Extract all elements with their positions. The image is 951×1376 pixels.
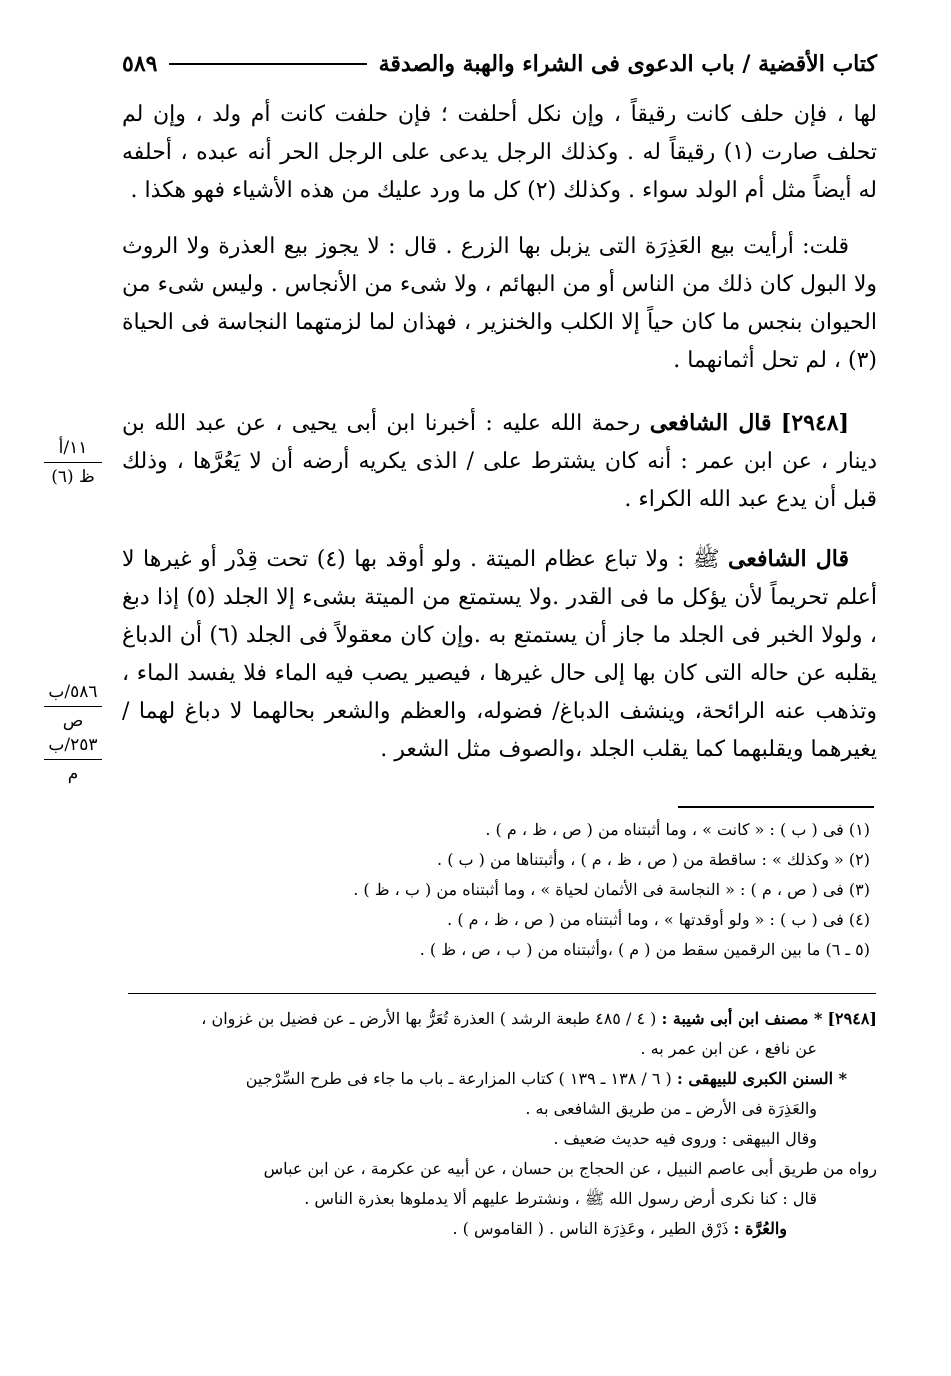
margin-note-1-bottom: ظ (٦): [51, 467, 95, 487]
margin-note-2-rule-2: [44, 759, 102, 760]
hadith-number: [٢٩٤٨]: [780, 410, 849, 436]
footnote-1: (١) فى ( ب ) : « كانت » ، وما أثبتناه من ( ص ، ظ ، م ) .: [485, 820, 870, 839]
takhrij-line-5: وقال البيهقى : وروى فيه حديث ضعيف .: [553, 1129, 817, 1148]
takhrij-line-2: عن نافع ، عن ابن عمر به .: [640, 1039, 817, 1058]
margin-note-2-mid: ص: [62, 711, 84, 731]
takhrij-line-8-lead: والعُرَّة :: [733, 1219, 787, 1238]
takhrij-line-8: [122, 1214, 877, 1244]
takhrij-line-1-text: ( ٤ / ٤٨٥ طبعة الرشد ) العذرة تُعَرُّ بها الأرض ـ عن فضيل بن غزوان ،: [201, 1009, 657, 1028]
takhrij-notes: [122, 1004, 877, 1244]
paragraph-3-text: رحمة الله عليه : أخبرنا ابن أبى يحيى ، عن عبد الله بن دينار ، عن ابن عمر : أنه كان يشترط على / الذى يكريه أرضه أن لا يَعُرَّها ، وذلك قبل أن يدع عبد الله الكراء .: [122, 411, 877, 512]
footnote-5: (٥ ـ ٦) ما بين الرقمين سقط من ( م ) ،وأثبتناه من ( ب ، ص ، ظ ) .: [419, 940, 870, 959]
takhrij-separator: [128, 993, 876, 994]
margin-note-2: [38, 680, 108, 786]
takhrij-line-1: [122, 1004, 877, 1034]
takhrij-line-7: قال : كنا نكرى أرض رسول الله ﷺ ، ونشترط عليهم ألا يدملوها بعذرة الناس .: [304, 1189, 817, 1208]
margin-note-2-mid2: ٢٥٣/ب: [48, 735, 98, 755]
margin-note-1-rule: [44, 462, 102, 463]
footnote-rule: [678, 806, 874, 808]
footnote-3: (٣) فى ( ص ، م ) : « النجاسة فى الأثمان لحياة » ، وما أثبتناه من ( ب ، ظ ) .: [353, 880, 870, 899]
takhrij-line-8-text: ذَرْق الطير ، وعَذِرَة الناس . ( القاموس ) .: [452, 1219, 729, 1238]
margin-note-1: [38, 436, 108, 489]
footnotes: [150, 815, 870, 965]
paragraph-4: [122, 540, 877, 769]
takhrij-number: [٢٩٤٨]: [827, 1009, 877, 1028]
paragraph-3: [122, 404, 877, 519]
paragraph-3-lead: قال الشافعى: [649, 410, 772, 436]
margin-note-1-top: ١١/أ: [58, 438, 88, 458]
page-header: [122, 44, 877, 84]
paragraph-1-text: لها ، فإن حلف كانت رقيقاً ، وإن نكل أحلفت ؛ فإن حلفت كانت أم ولد ، وإن لم تحلف صارت (١) رقيقاً له . وكذلك الرجل يدعى على الرجل الحر أنه عبده ، أحلفه له أيضاً مثل أم الولد سواء . وكذلك (٢) كل ما ورد عليك من هذه الأشياء فهو هكذا .: [122, 102, 878, 203]
paragraph-4-lead: قال الشافعى: [728, 546, 849, 572]
paragraph-4-text: ﷺ : ولا تباع عظام الميتة . ولو أوقد بها (٤) تحت قِدْر أو غيرها لا أعلم تحريماً لأن يؤكل ما فى القدر .ولا يستمتع من الميتة بشىء إلا الجلد (٥) إذا دبغ ، ولولا الخبر فى الجلد ما جاز أن يستمتع به .وإن كان معقولاً فى الجلد (٦) أن الدباغ يقلبه عن حاله التى كان بها إلى حال غيرها ، فيصير يصب فيه الماء فلا يفسد الماء ، وتذهب عنه الرائحة، وينشف الدباغ/ فضوله، والعظم والشعر بحالهما لا دباغ لهما / يغيرهما ويقلبهما كما يقلب الجلد ،والصوف مثل الشعر .: [122, 547, 878, 762]
takhrij-line-4: والعَذِرَة فى الأرض ـ من طريق الشافعى به .: [525, 1099, 817, 1118]
takhrij-line-3: [122, 1064, 877, 1094]
takhrij-source-1: * مصنف ابن أبى شيبة :: [661, 1009, 823, 1028]
running-title: كتاب الأقضية / باب الدعوى فى الشراء والهبة والصدقة: [378, 51, 877, 77]
takhrij-line-6: رواه من طريق أبى عاصم النبيل ، عن الحجاج بن حسان ، عن أبيه عن عكرمة ، عن ابن عباس: [263, 1159, 877, 1178]
footnote-2: (٢) « وكذلك » : ساقطة من ( ص ، ظ ، م ) ، وأثبتناها من ( ب ) .: [437, 850, 870, 869]
paragraph-1: [122, 96, 877, 210]
margin-note-2-rule-1: [44, 706, 102, 707]
margin-note-2-top: ٥٨٦/ب: [48, 682, 98, 702]
takhrij-line-3-text: ( ٦ / ١٣٨ ـ ١٣٩ ) كتاب المزارعة ـ باب ما جاء فى طرح السِّرْجين: [245, 1069, 672, 1088]
header-rule: [169, 63, 366, 65]
margin-note-2-bottom: م: [67, 764, 79, 784]
paragraph-2: [122, 228, 877, 380]
takhrij-source-2: * السنن الكبرى للبيهقى :: [676, 1069, 847, 1088]
footnote-4: (٤) فى ( ب ) : « ولو أوقدتها » ، وما أثبتناه من ( ص ، ظ ، م ) .: [447, 910, 870, 929]
page-number: ٥٨٩: [122, 51, 158, 77]
paragraph-2-text: قلت: أرأيت بيع العَذِرَة التى يزبل بها الزرع . قال : لا يجوز بيع العذرة ولا الروث ولا البول كان ذلك من الناس أو من البهائم ، ولا شىء من الأنجاس . وليس شىء من الحيوان بنجس ما كان حياً إلا الكلب والخنزير ، فهذان لما لزمتهما النجاسة فى الحياة (٣) ، لم تحل أثمانهما .: [122, 234, 877, 373]
